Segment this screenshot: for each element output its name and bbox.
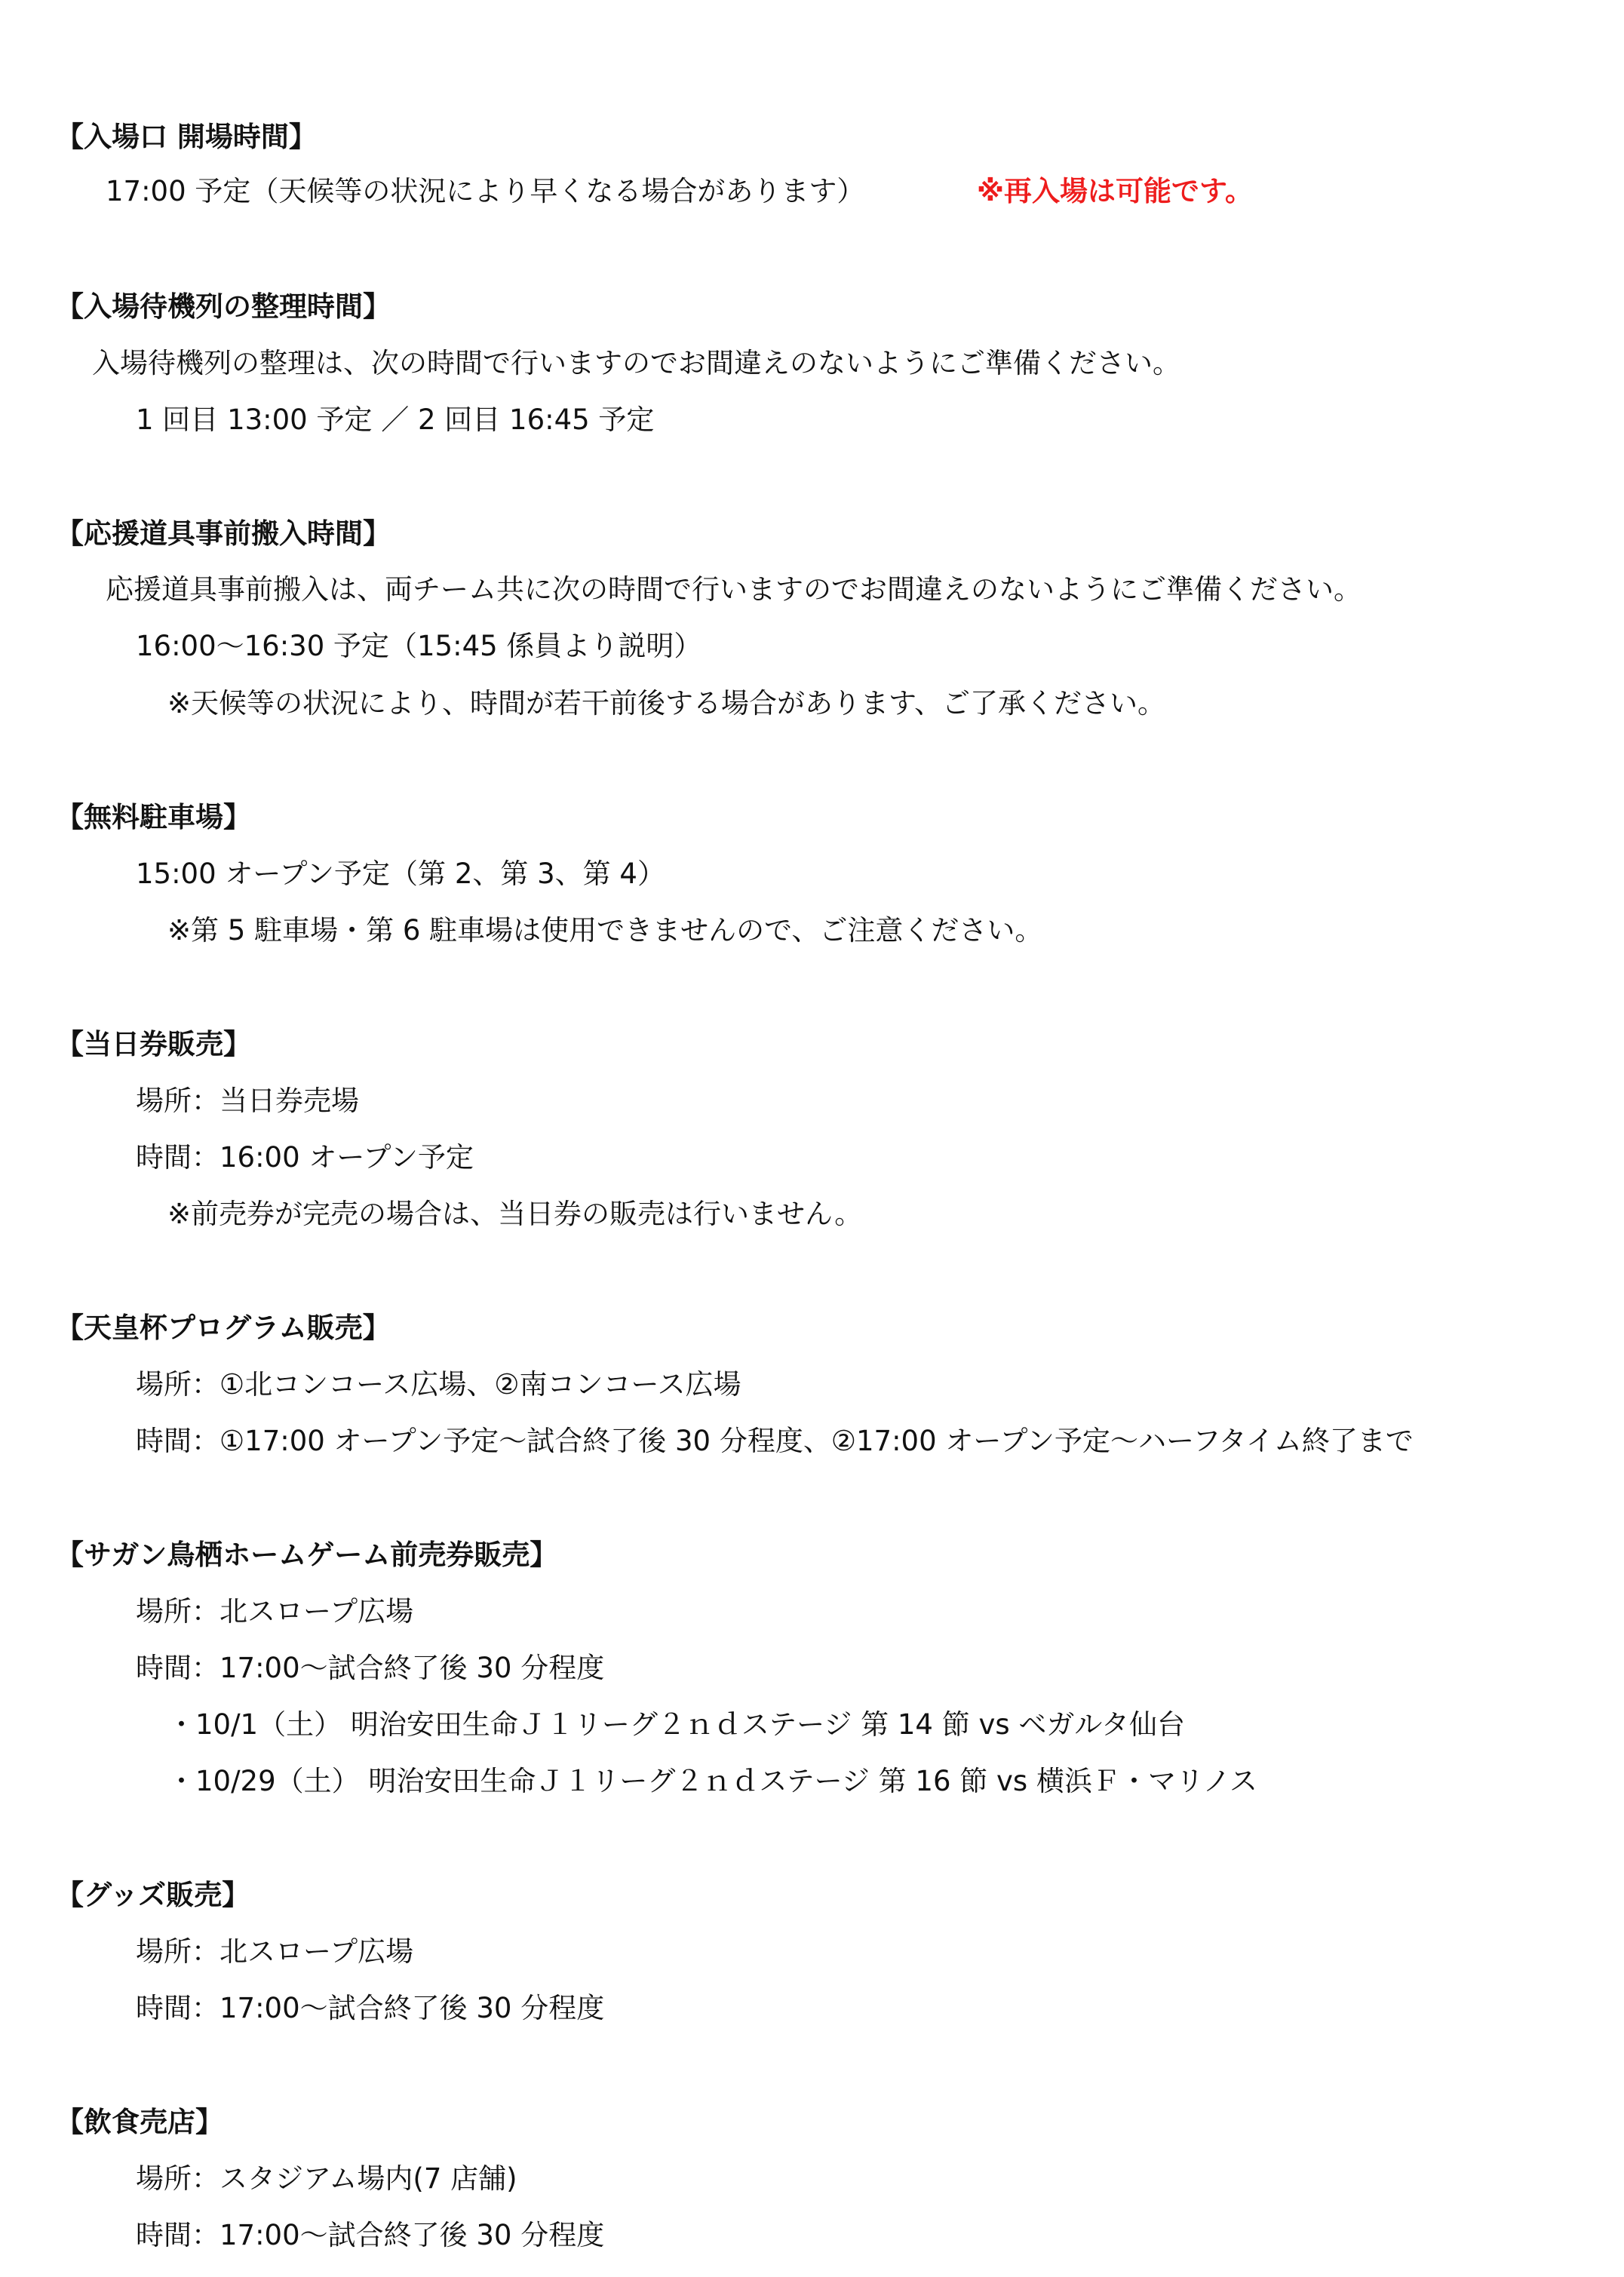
- section-heading-program: 【天皇杯プログラム販売】: [56, 1312, 391, 1344]
- parking-time: 15:00 オープン予定（第 2、第 3、第 4）: [136, 858, 665, 890]
- goods-time: 時間：17:00～試合終了後 30 分程度: [136, 1992, 605, 2024]
- food-location: 場所：スタジアム場内(7 店舗): [136, 2162, 517, 2195]
- section-heading-goods: 【グッズ販売】: [56, 1879, 250, 1911]
- entrance-time-text: 17:00 予定（天候等の状況により早くなる場合があります）: [106, 175, 865, 207]
- equipment-time: 16:00～16:30 予定（15:45 係員より説明）: [136, 630, 702, 662]
- queue-description: 入場待機列の整理は、次の時間で行いますのでお間違えのないようにご準備ください。: [92, 347, 1180, 379]
- advance-location: 場所：北スロープ広場: [136, 1595, 414, 1628]
- advance-time: 時間：17:00～試合終了後 30 分程度: [136, 1652, 605, 1684]
- section-heading-equipment: 【応援道具事前搬入時間】: [56, 517, 391, 550]
- sameday-location: 場所：当日券売場: [136, 1085, 359, 1117]
- goods-location: 場所：北スロープ広場: [136, 1935, 414, 1968]
- section-heading-entrance: 【入場口 開場時間】: [56, 121, 317, 153]
- sameday-time: 時間：16:00 オープン予定: [136, 1141, 474, 1174]
- program-location: 場所：①北コンコース広場、②南コンコース広場: [136, 1368, 741, 1401]
- section-heading-food: 【飲食売店】: [56, 2106, 223, 2138]
- advance-game-item: ・10/1（土） 明治安田生命Ｊ１リーグ２ｎｄステージ 第 14 節 vs ベガルタ仙台: [167, 1708, 1185, 1741]
- advance-game-item: ・10/29（土） 明治安田生命Ｊ１リーグ２ｎｄステージ 第 16 節 vs 横浜Ｆ・マリノス: [167, 1765, 1258, 1797]
- section-heading-sameday: 【当日券販売】: [56, 1028, 251, 1060]
- section-heading-parking: 【無料駐車場】: [56, 801, 251, 833]
- equipment-description: 応援道具事前搬入は、両チーム共に次の時間で行いますのでお間違えのないようにご準備ください。: [106, 573, 1362, 606]
- section-heading-advance: 【サガン鳥栖ホームゲーム前売券販売】: [56, 1539, 558, 1571]
- section-heading-queue: 【入場待機列の整理時間】: [56, 290, 391, 323]
- reentry-note: ※再入場は可能です。: [977, 175, 1254, 207]
- program-time: 時間：①17:00 オープン予定～試合終了後 30 分程度、②17:00 オープン予定～ハーフタイム終了まで: [136, 1425, 1414, 1457]
- food-time: 時間：17:00～試合終了後 30 分程度: [136, 2219, 605, 2251]
- queue-times: 1 回目 13:00 予定 ／ 2 回目 16:45 予定: [136, 404, 655, 436]
- parking-note: ※第 5 駐車場・第 6 駐車場は使用できませんので、ご注意ください。: [167, 914, 1043, 947]
- equipment-note: ※天候等の状況により、時間が若干前後する場合があります、ご了承ください。: [167, 687, 1166, 720]
- sameday-note: ※前売券が完売の場合は、当日券の販売は行いません。: [167, 1198, 863, 1230]
